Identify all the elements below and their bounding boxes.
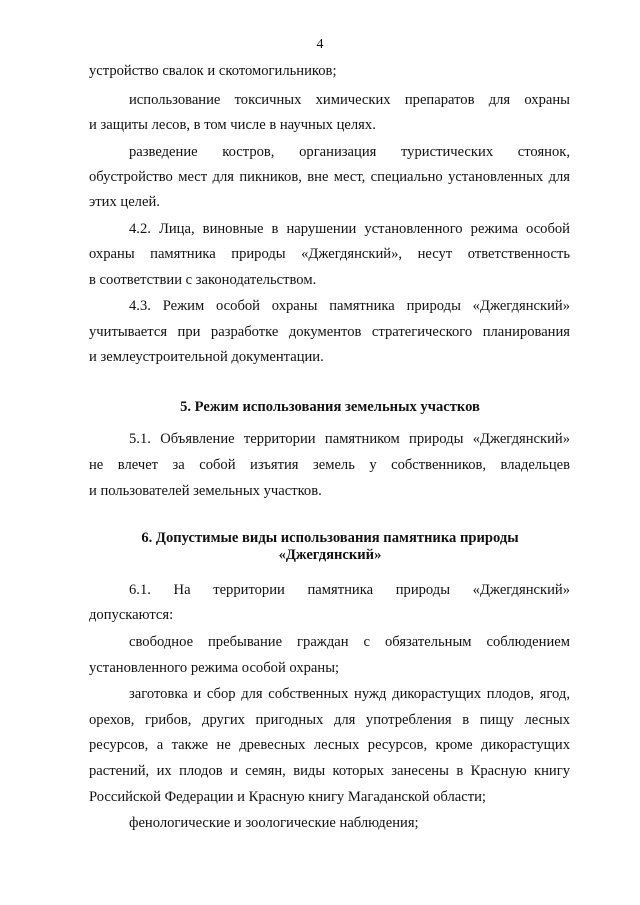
page-number: 4 (316, 37, 324, 52)
section-heading: 6. Допустимые виды использования памятника природы (141, 530, 519, 546)
text-line: растений, их плодов и семян, виды которых занесены в Красную книгу (89, 763, 570, 779)
text-line: ресурсов, а также не древесных лесных ресурсов, кроме дикорастущих (89, 737, 570, 753)
section-heading: 5. Режим использования земельных участков (180, 399, 480, 415)
text-line: и пользователей земельных участков. (89, 483, 322, 499)
text-line: охраны памятника природы «Джегдянский», несут ответственность (89, 246, 570, 262)
text-line: разведение костров, организация туристических стоянок, (129, 144, 570, 160)
section-heading: «Джегдянский» (278, 547, 382, 563)
text-line: обустройство мест для пикников, вне мест, специально установленных для (89, 169, 570, 185)
text-line: устройство свалок и скотомогильников; (89, 63, 337, 79)
text-line: и землеустроительной документации. (89, 349, 324, 365)
text-line: 4.3. Режим особой охраны памятника природы «Джегдянский» (129, 298, 570, 314)
text-line: 5.1. Объявление территории памятником природы «Джегдянский» (129, 431, 570, 447)
text-line: допускаются: (89, 607, 174, 623)
text-line: этих целей. (89, 194, 160, 210)
text-line: в соответствии с законодательством. (89, 272, 317, 288)
text-line: фенологические и зоологические наблюдения; (129, 815, 419, 831)
text-line: свободное пребывание граждан с обязательным соблюдением (129, 634, 570, 650)
text-line: установленного режима особой охраны; (89, 660, 340, 676)
text-line: и защиты лесов, в том числе в научных целях. (89, 117, 376, 133)
text-line: не влечет за собой изъятия земель у собственников, владельцев (89, 457, 570, 473)
text-line: 4.2. Лица, виновные в нарушении установленного режима особой (129, 221, 570, 237)
text-line: учитывается при разработке документов стратегического планирования (89, 324, 570, 340)
text-line: 6.1. На территории памятника природы «Джегдянский» (129, 582, 570, 598)
text-line: Российской Федерации и Красную книгу Магаданской области; (89, 789, 486, 805)
text-line: заготовка и сбор для собственных нужд дикорастущих плодов, ягод, (129, 686, 570, 702)
text-line: орехов, грибов, других пригодных для употребления в пищу лесных (89, 712, 570, 728)
text-line: использование токсичных химических препаратов для охраны (129, 92, 570, 108)
